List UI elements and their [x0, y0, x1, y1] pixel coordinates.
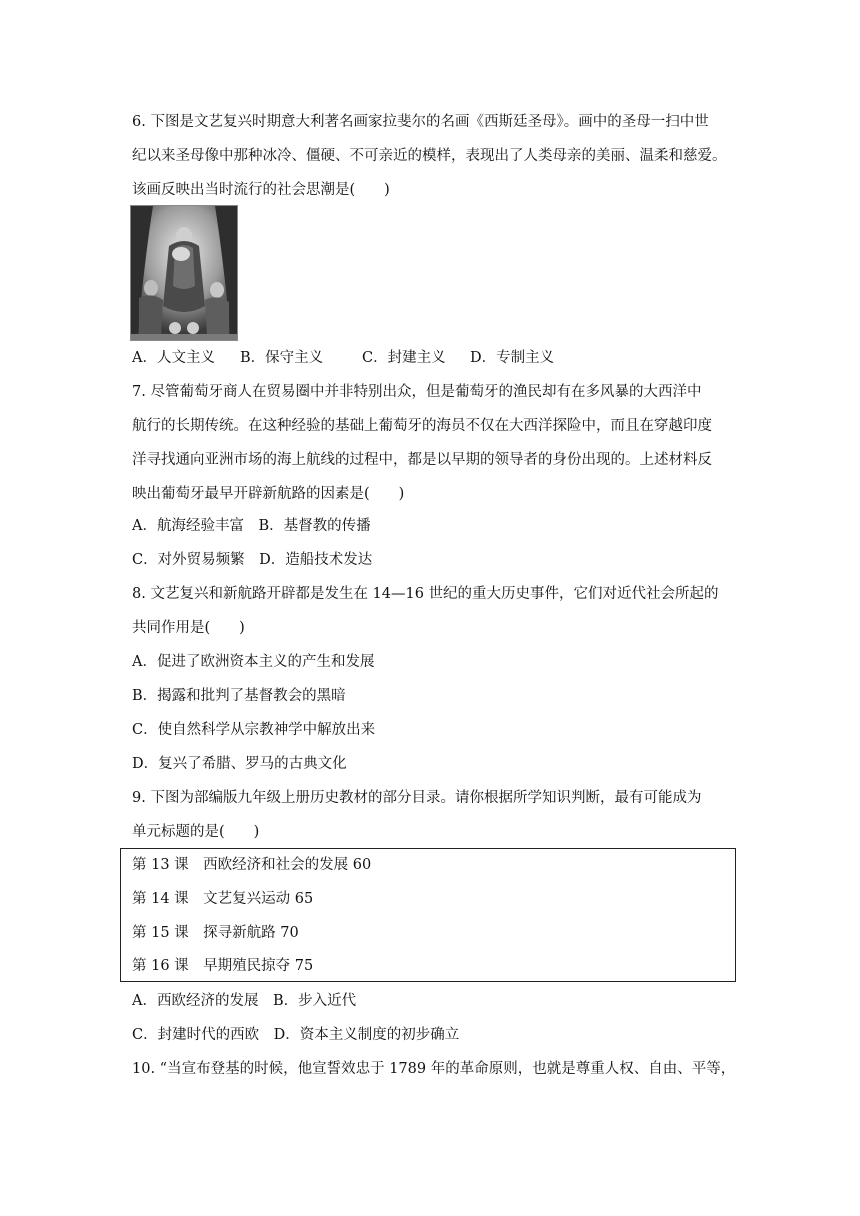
q7-stem-line-1: 7. 尽管葡萄牙商人在贸易圈中并非特别出众，但是葡萄牙的渔民却有在多风暴的大西洋中: [132, 384, 702, 400]
q6-option-c: C．封建主义: [362, 350, 446, 366]
q7-stem-line-4: 映出葡萄牙最早开辟新航路的因素是( ): [132, 486, 405, 502]
q8-stem-line-1: 8. 文艺复兴和新航路开辟都是发生在 14—16 世纪的重大历史事件，它们对近代社会所起的: [132, 586, 719, 602]
table-of-contents-box: [120, 848, 736, 982]
q6-option-d: D．专制主义: [470, 350, 555, 366]
q9-stem-line-2: 单元标题的是( ): [132, 824, 260, 840]
toc-entry-15: 第 15 课 探寻新航路 70: [132, 925, 299, 941]
q7-options-row-2: C．对外贸易频繁 D．造船技术发达: [132, 552, 373, 568]
q7-stem-line-2: 航行的长期传统。在这种经验的基础上葡萄牙的海员不仅在大西洋探险中，而且在穿越印度: [132, 418, 712, 434]
painting-illustration: [131, 206, 237, 340]
q7-options-row-1: A．航海经验丰富 B．基督教的传播: [132, 518, 371, 534]
toc-entry-16: 第 16 课 早期殖民掠夺 75: [132, 958, 314, 974]
q10-stem-line-1: 10. “当宣布登基的时候，他宣誓效忠于 1789 年的革命原则，也就是尊重人权、自由、平等，: [132, 1061, 736, 1077]
q6-option-a: A．人文主义: [132, 350, 215, 366]
q8-option-a: A．促进了欧洲资本主义的产生和发展: [132, 654, 375, 670]
q9-options-row-1: A．西欧经济的发展 B．步入近代: [132, 993, 357, 1009]
q7-stem-line-3: 洋寻找通向亚洲市场的海上航线的过程中，都是以早期的领导者的身份出现的。上述材料反: [132, 452, 712, 468]
toc-entry-14: 第 14 课 文艺复兴运动 65: [132, 891, 314, 907]
q9-options-row-2: C．封建时代的西欧 D．资本主义制度的初步确立: [132, 1027, 460, 1043]
q6-stem-line-3: 该画反映出当时流行的社会思潮是( ): [132, 182, 390, 198]
toc-entry-13: 第 13 课 西欧经济和社会的发展 60: [132, 857, 372, 873]
q8-option-b: B．揭露和批判了基督教会的黑暗: [132, 688, 346, 704]
q8-stem-line-2: 共同作用是( ): [132, 620, 245, 636]
q6-option-b: B．保守主义: [240, 350, 324, 366]
sistine-madonna-image: [130, 205, 238, 341]
q6-stem-line-2: 纪以来圣母像中那种冰冷、僵硬、不可亲近的模样，表现出了人类母亲的美丽、温柔和慈爱。: [132, 148, 727, 164]
q8-option-c: C．使自然科学从宗教神学中解放出来: [132, 722, 376, 738]
q9-stem-line-1: 9. 下图为部编版九年级上册历史教材的部分目录。请你根据所学知识判断，最有可能成为: [132, 790, 702, 806]
q6-stem-line-1: 6. 下图是文艺复兴时期意大利著名画家拉斐尔的名画《西斯廷圣母》。画中的圣母一扫中世: [132, 114, 709, 130]
q8-option-d: D．复兴了希腊、罗马的古典文化: [132, 756, 347, 772]
